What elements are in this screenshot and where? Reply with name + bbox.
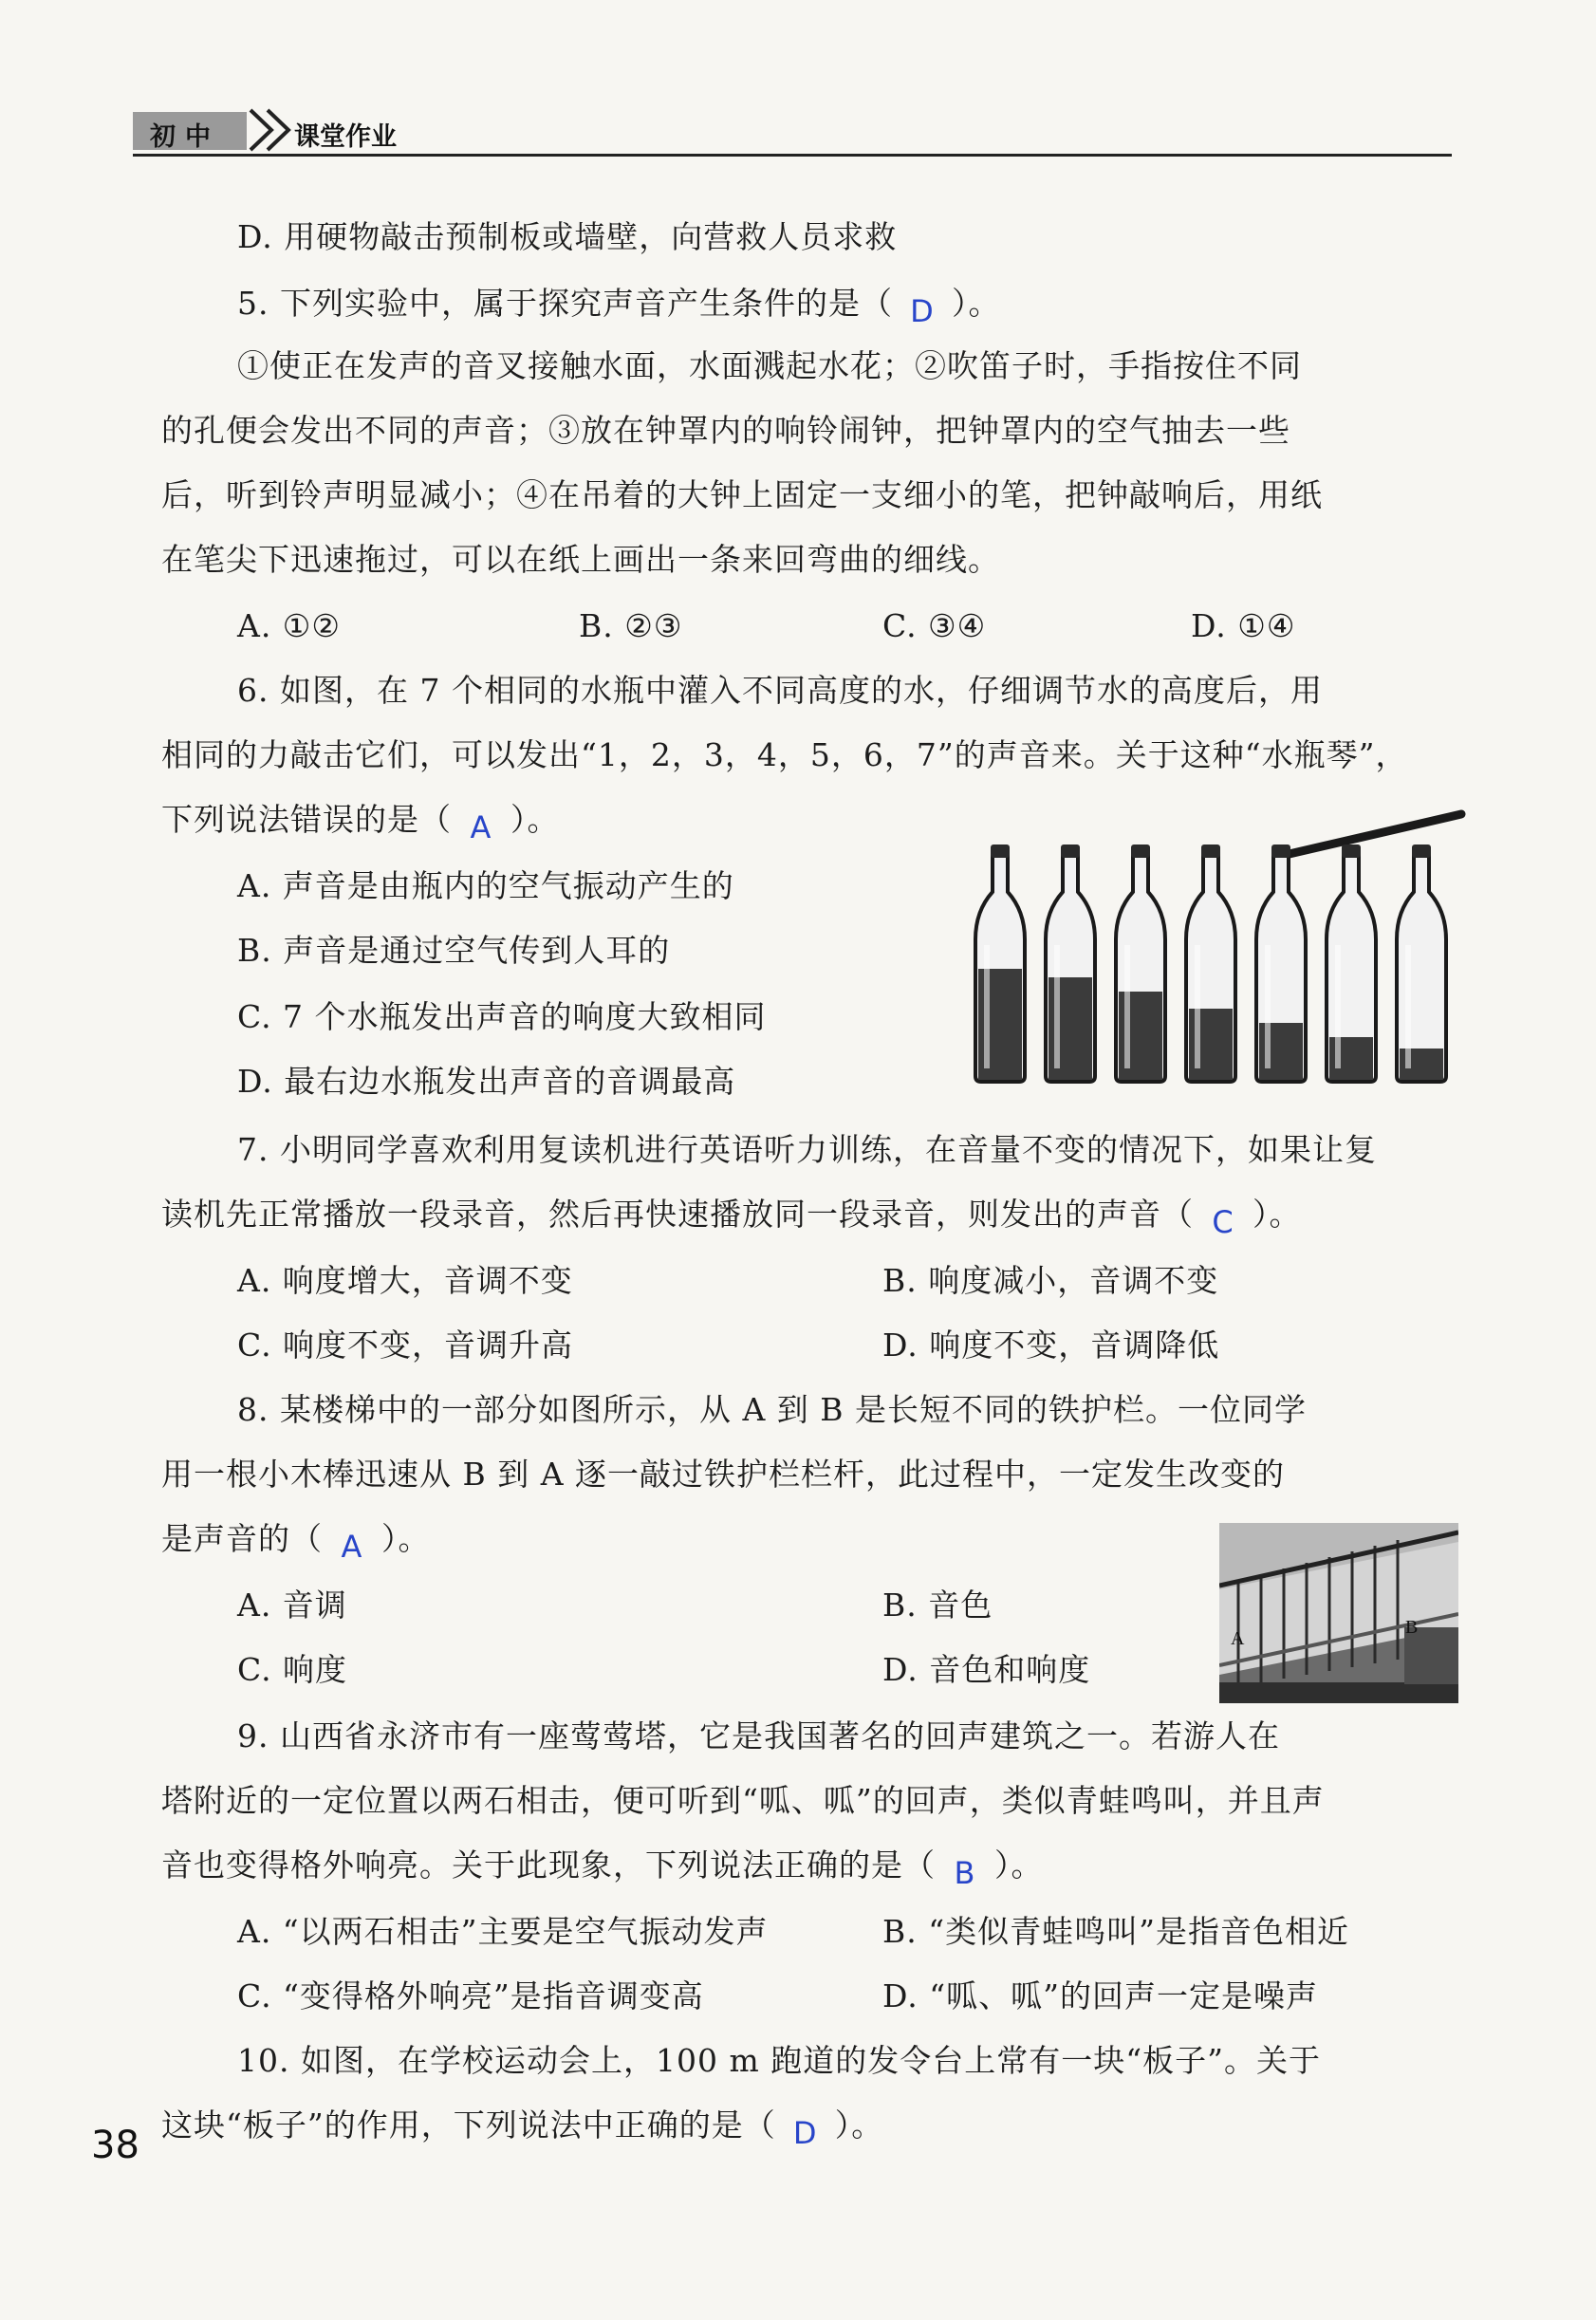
series-title: 课堂作业 bbox=[294, 122, 397, 152]
q8-option-d: D. 音色和响度 bbox=[882, 1651, 1091, 1688]
q6-option-b: B. 声音是通过空气传到人耳的 bbox=[237, 932, 671, 969]
q7-answer: C bbox=[1212, 1204, 1234, 1240]
water-bottle bbox=[1327, 844, 1376, 1082]
water-bottle bbox=[1397, 844, 1446, 1082]
q7-option-c: C. 响度不变，音调升高 bbox=[237, 1327, 574, 1364]
q4-option-d: D. 用硬物敲击预制板或墙壁，向营救人员求救 bbox=[237, 218, 898, 255]
q9-stem-line: 塔附近的一定位置以两石相击，便可听到“呱、呱”的回声，类似青蛙鸣叫，并且声 bbox=[161, 1782, 1325, 1819]
water-bottle bbox=[1046, 844, 1095, 1082]
q5-stem: 5. 下列实验中，属于探究声音产生条件的是（ D ）。 bbox=[237, 285, 1001, 329]
q7-option-b: B. 响度减小，音调不变 bbox=[882, 1262, 1219, 1299]
q6-stem-line: 相同的力敲击它们，可以发出“1，2，3，4，5，6，7”的声音来。关于这种“水瓶琴”， bbox=[161, 736, 1408, 773]
q7-stem-line: 7. 小明同学喜欢利用复读机进行英语听力训练，在音量不变的情况下，如果让复 bbox=[237, 1131, 1377, 1168]
q10-stem-line: 10. 如图，在学校运动会上，100 m 跑道的发令台上常有一块“板子”。关于 bbox=[237, 2042, 1321, 2079]
q8-option-a: A. 音调 bbox=[237, 1587, 347, 1624]
q7-stem: 读机先正常播放一段录音，然后再快速播放同一段录音，则发出的声音（ C ）。 bbox=[161, 1196, 1302, 1240]
q5-body-line: ①使正在发声的音叉接触水面，水面溅起水花；②吹笛子时，手指按住不同 bbox=[237, 347, 1302, 384]
q8-stem: 是声音的（ A ）。 bbox=[161, 1520, 431, 1565]
q6-option-c: C. 7 个水瓶发出声音的响度大致相同 bbox=[237, 998, 767, 1035]
striking-rod bbox=[1281, 814, 1461, 856]
staircase-railing-photo bbox=[1219, 1523, 1458, 1703]
q10-stem: 这块“板子”的作用，下列说法中正确的是（ D ）。 bbox=[161, 2107, 884, 2151]
q5-option-b: B. ②③ bbox=[579, 607, 683, 644]
water-bottle bbox=[975, 844, 1025, 1082]
water-bottle bbox=[1256, 844, 1306, 1082]
page-header bbox=[133, 106, 1452, 156]
q5-option-a: A. ①② bbox=[237, 607, 341, 644]
q5-body-line: 的孔便会发出不同的声音；③放在钟罩内的响铃闹钟，把钟罩内的空气抽去一些 bbox=[161, 412, 1290, 449]
q9-option-d: D. “呱、呱”的回声一定是噪声 bbox=[882, 1977, 1319, 2014]
q8-stem-line: 8. 某楼梯中的一部分如图所示，从 A 到 B 是长短不同的铁护栏。一位同学 bbox=[237, 1391, 1308, 1428]
q5-option-d: D. ①④ bbox=[1191, 607, 1296, 644]
q6-answer: A bbox=[470, 809, 492, 845]
photo-label-b: B bbox=[1405, 1617, 1419, 1638]
q7-option-a: A. 响度增大，音调不变 bbox=[237, 1262, 573, 1299]
level-label: 初中 bbox=[150, 122, 220, 152]
q10-answer: D bbox=[792, 2115, 818, 2151]
water-bottle-xylophone-figure bbox=[958, 797, 1471, 1091]
q9-option-c: C. “变得格外响亮”是指音调变高 bbox=[237, 1977, 704, 2014]
q8-option-c: C. 响度 bbox=[237, 1651, 348, 1688]
level-tab bbox=[133, 112, 247, 150]
page-number: 38 bbox=[91, 2124, 139, 2167]
q9-stem: 音也变得格外响亮。关于此现象，下列说法正确的是（ B ）。 bbox=[161, 1847, 1044, 1891]
q9-option-a: A. “以两石相击”主要是空气振动发声 bbox=[237, 1913, 769, 1950]
q9-answer: B bbox=[954, 1855, 976, 1891]
q6-option-d: D. 最右边水瓶发出声音的音调最高 bbox=[237, 1063, 736, 1100]
q7-option-d: D. 响度不变，音调降低 bbox=[882, 1327, 1220, 1364]
q6-option-a: A. 声音是由瓶内的空气振动产生的 bbox=[237, 867, 734, 904]
q9-option-b: B. “类似青蛙鸣叫”是指音色相近 bbox=[882, 1913, 1349, 1950]
q5-option-c: C. ③④ bbox=[882, 607, 987, 644]
header-rule bbox=[133, 154, 1452, 157]
q6-stem: 下列说法错误的是（ A ）。 bbox=[161, 801, 560, 845]
q5-answer: D bbox=[910, 293, 935, 329]
q9-stem-line: 9. 山西省永济市有一座莺莺塔，它是我国著名的回声建筑之一。若游人在 bbox=[237, 1717, 1280, 1754]
q8-stem-line: 用一根小木棒迅速从 B 到 A 逐一敲过铁护栏栏杆，此过程中，一定发生改变的 bbox=[161, 1456, 1286, 1493]
q8-option-b: B. 音色 bbox=[882, 1587, 993, 1624]
water-bottle bbox=[1116, 844, 1165, 1082]
photo-label-a: A bbox=[1231, 1628, 1245, 1649]
q6-stem-line: 6. 如图，在 7 个相同的水瓶中灌入不同高度的水，仔细调节水的高度后，用 bbox=[237, 672, 1323, 709]
q5-body-line: 在笔尖下迅速拖过，可以在纸上画出一条来回弯曲的细线。 bbox=[161, 541, 1000, 578]
q5-body-line: 后，听到铃声明显减小；④在吊着的大钟上固定一支细小的笔，把钟敲响后，用纸 bbox=[161, 476, 1323, 513]
water-bottle bbox=[1186, 844, 1235, 1082]
q8-answer: A bbox=[341, 1529, 363, 1565]
